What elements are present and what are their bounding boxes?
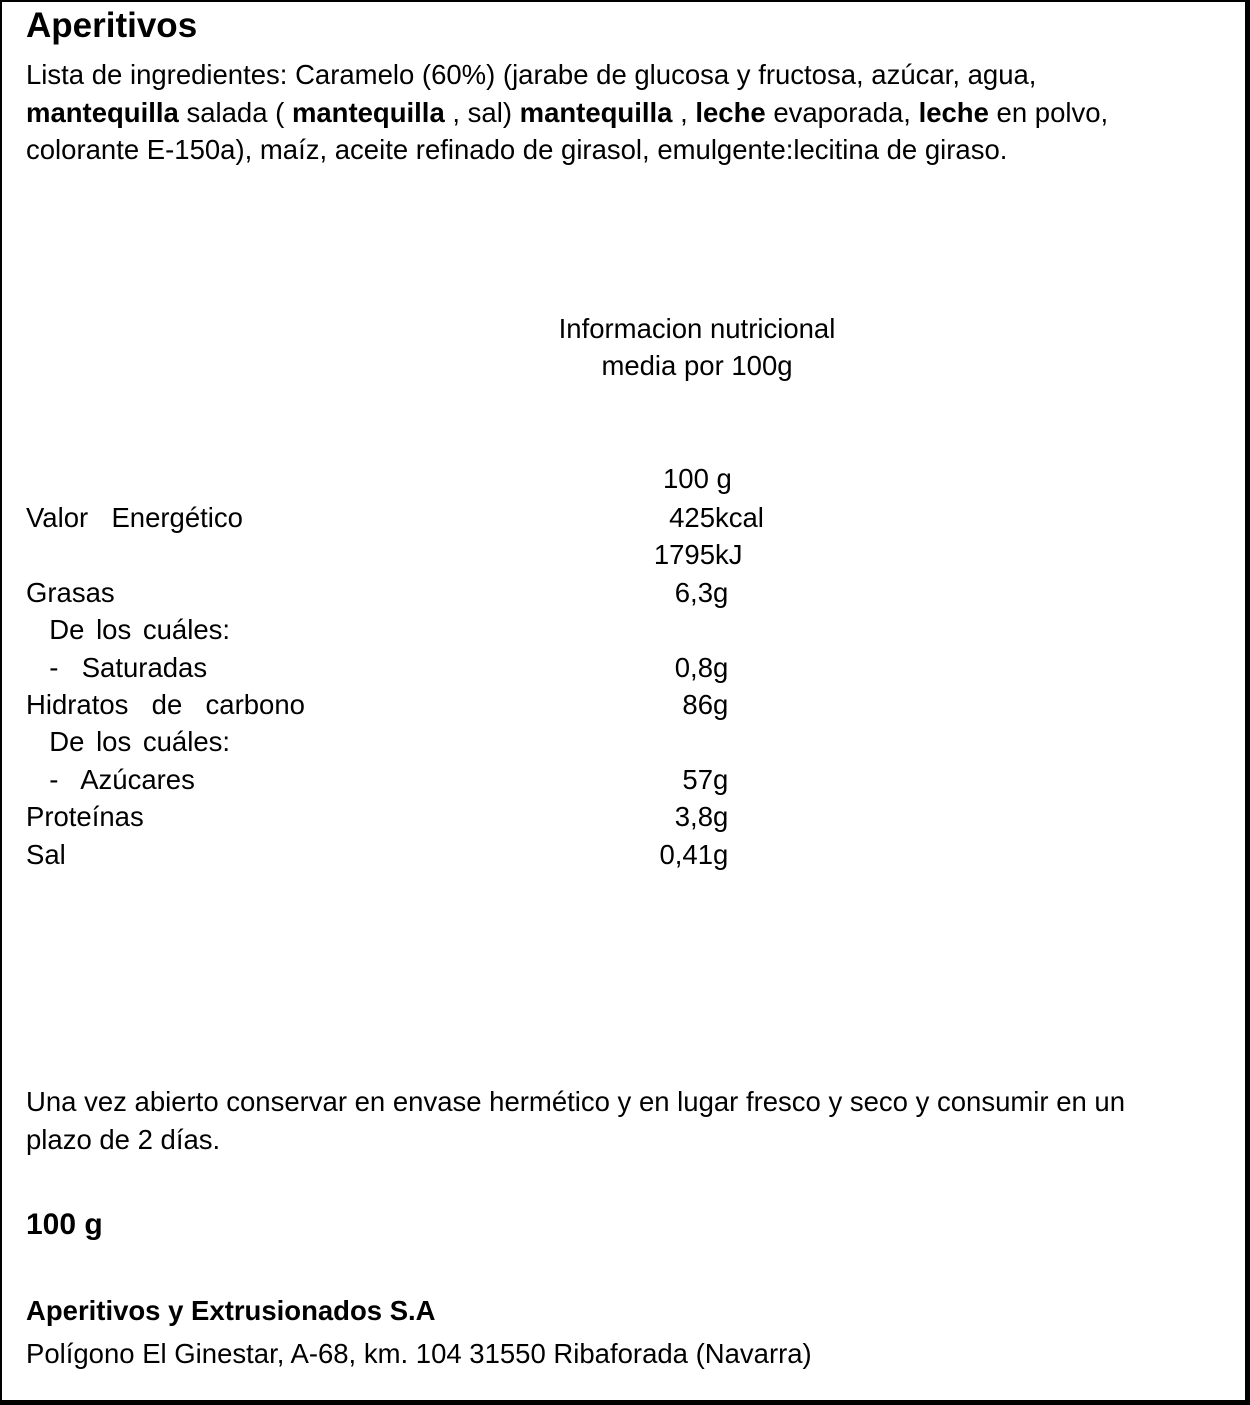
allergen-text: mantequilla [26, 96, 179, 128]
nutrition-unit: kcal [715, 502, 764, 533]
nutrition-label: Grasas [26, 576, 115, 608]
allergen-text: leche [695, 96, 766, 128]
nutrition-value [654, 536, 743, 574]
ingredients-list [26, 56, 1186, 169]
nutrition-label: - Saturadas [26, 651, 208, 683]
nutrition-amount: 57 [682, 763, 713, 795]
nutrition-unit: g [713, 651, 729, 683]
ingredient-text: , [672, 96, 696, 128]
nutrition-unit: g [713, 838, 729, 870]
company-name: Aperitivos y Extrusionados S.A [26, 1295, 436, 1326]
nutrition-heading-line1: Informacion nutricional [558, 313, 836, 344]
nutrition-value [682, 761, 728, 799]
nutrition-heading-line2: media por 100g [601, 350, 793, 381]
nutrition-amount: 3,8 [674, 801, 713, 833]
nutrition-label: Valor Energético [26, 502, 243, 533]
nutrition-label: De los cuáles: [26, 726, 231, 758]
net-weight: 100 g [26, 1208, 103, 1241]
nutrition-unit: g [713, 801, 729, 833]
allergen-text: mantequilla [291, 96, 445, 128]
nutrition-amount: 1795 [653, 539, 715, 571]
product-label [2, 2, 1245, 1400]
nutrition-amount: 425 [669, 502, 715, 533]
company-address: Polígono El Ginestar, A-68, km. 104 31550 Ribaforada (Navarra) [26, 1338, 812, 1369]
nutrition-amount: 86 [682, 689, 713, 720]
nutrition-amount: 0,41 [659, 838, 713, 870]
nutrition-label: Hidratos de carbono [26, 689, 305, 720]
nutrition-label: - Azúcares [26, 763, 195, 795]
nutrition-value [669, 499, 764, 537]
nutrition-label: Sal [26, 838, 66, 870]
nutrition-amount: 6,3 [674, 576, 713, 608]
storage-instructions: Una vez abierto conservar en envase hermético y en lugar fresco y seco y consumir en un plazo de 2 días. [26, 1086, 1126, 1155]
nutrition-value [675, 649, 729, 687]
nutrition-unit: g [713, 689, 729, 720]
nutrition-unit: kJ [715, 539, 743, 571]
ingredient-text: salada ( [178, 96, 292, 128]
allergen-text: mantequilla [519, 96, 673, 128]
nutrition-value [675, 574, 729, 612]
nutrition-amount: 0,8 [674, 651, 713, 683]
allergen-text: leche [918, 96, 989, 128]
nutrition-value [659, 836, 728, 874]
ingredient-text: , sal) [444, 96, 520, 128]
nutrition-value [682, 686, 728, 724]
nutrition-value [675, 798, 729, 836]
ingredient-text: Lista de ingredientes: Caramelo (60%) (jarabe de glucosa y fructosa, azúcar, agua, [26, 59, 1037, 90]
nutrition-unit: g [713, 763, 729, 795]
nutrition-column-header: 100 g [663, 463, 732, 494]
ingredient-text: evaporada, [765, 96, 919, 128]
nutrition-label: De los cuáles: [26, 614, 231, 646]
nutrition-unit: g [713, 576, 729, 608]
ingredient-text: en polvo, colorante E-150a), maíz, aceite refinado de girasol, emulgente:lecitina de giraso. [26, 96, 1109, 165]
nutrition-heading [492, 310, 902, 384]
nutrition-label: Proteínas [26, 801, 144, 833]
product-title: Aperitivos [26, 6, 198, 45]
